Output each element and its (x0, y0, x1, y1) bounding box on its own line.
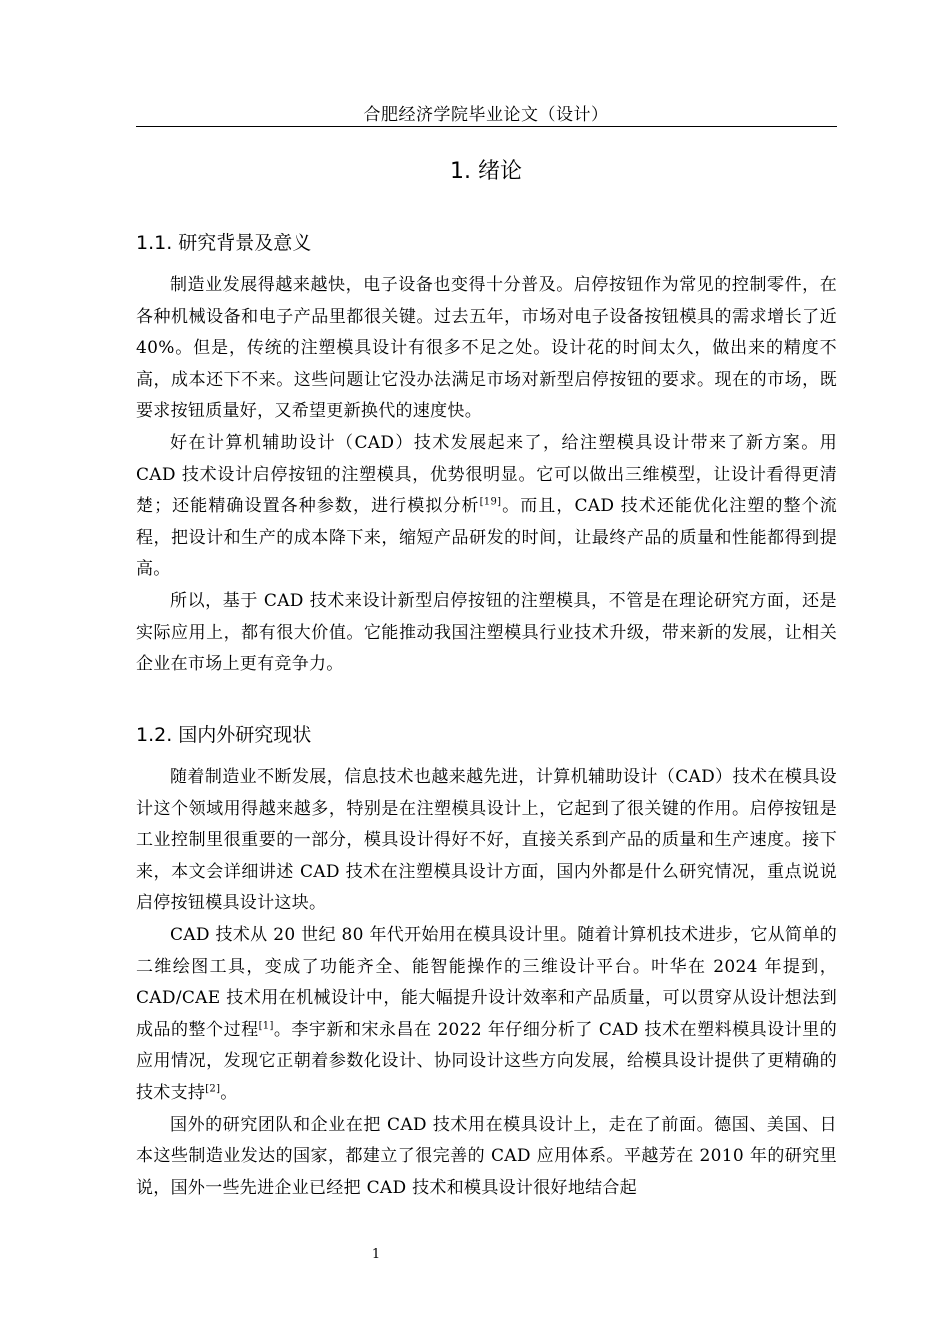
paragraph-text: 。 (220, 1082, 238, 1103)
citation-marker: [19] (479, 496, 502, 508)
paragraph-text: 好在计算机辅助设计（CAD）技术发展起来了，给注塑模具设计带来了新方案。用 CAD 技术设计启停按钮的注塑模具，优势很明显。它可以做出三维模型，让设计看得更清楚；还能精确设置各种参数，进行模拟分析 (136, 432, 837, 517)
paragraph: 制造业发展得越来越快，电子设备也变得十分普及。启停按钮作为常见的控制零件，在各种机械设备和电子产品里都很关键。过去五年，市场对电子设备按钮模具的需求增长了近 40%。但是，传统的注塑模具设计有很多不足之处。设计花的时间太久，做出来的精度不高，成本还下不来。这些问题让它没办法满足市场对新型启停按钮的要求。现在的市场，既要求按钮质量好，又希望更新换代的速度快。 (136, 275, 837, 422)
section-title-background: 1.1. 研究背景及意义 (136, 232, 312, 254)
paragraph (136, 920, 837, 1110)
paragraph: 随着制造业不断发展，信息技术也越来越先进，计算机辅助设计（CAD）技术在模具设计这个领域用得越来越多，特别是在注塑模具设计上，它起到了很关键的作用。启停按钮是工业控制里很重要的一部分，模具设计得好不好，直接关系到产品的质量和生产速度。接下来，本文会详细讲述 CAD 技术在注塑模具设计方面，国内外都是什么研究情况，重点说说启停按钮模具设计这块。 (136, 767, 837, 914)
paragraph-text: 。李宇新和宋永昌在 2022 年仔细分析了 CAD 技术在塑料模具设计里的应用情况，发现它正朝着参数化设计、协同设计这些方向发展，给模具设计提供了更精确的技术支持 (136, 1019, 837, 1103)
chapter-title: 1. 绪论 (450, 159, 522, 184)
citation-marker: [1] (258, 1020, 274, 1032)
section-body-status (136, 762, 837, 1204)
paragraph (136, 428, 837, 586)
section-body-background (136, 270, 837, 681)
section-title-status: 1.2. 国内外研究现状 (136, 724, 312, 746)
running-header: 合肥经济学院毕业论文（设计） (363, 105, 609, 125)
citation-marker: [2] (205, 1083, 221, 1095)
paragraph: 国外的研究团队和企业在把 CAD 技术用在模具设计上，走在了前面。德国、美国、日本这些制造业发达的国家，都建立了很完善的 CAD 应用体系。平越芳在 2010 年的研究里说，国外一些先进企业已经把 CAD 技术和模具设计很好地结合起 (136, 1114, 837, 1198)
paragraph-text: CAD 技术从 20 世纪 80 年代开始用在模具设计里。随着计算机技术进步，它从简单的二维绘图工具，变成了功能齐全、能智能操作的三维设计平台。叶华在 2024 年提到，CAD/CAE 技术用在机械设计中，能大幅提升设计效率和产品质量，可以贯穿从设计想法到成品的整个过程 (136, 924, 837, 1040)
header-rule (136, 126, 837, 127)
paragraph: 所以，基于 CAD 技术来设计新型启停按钮的注塑模具，不管是在理论研究方面，还是实际应用上，都有很大价值。它能推动我国注塑模具行业技术升级，带来新的发展，让相关企业在市场上更有竞争力。 (136, 590, 837, 675)
paragraph-text: 。而且，CAD 技术还能优化注塑的整个流程，把设计和生产的成本降下来，缩短产品研发的时间，让最终产品的质量和性能都得到提高。 (136, 496, 837, 580)
page-number: 1 (371, 1247, 381, 1262)
